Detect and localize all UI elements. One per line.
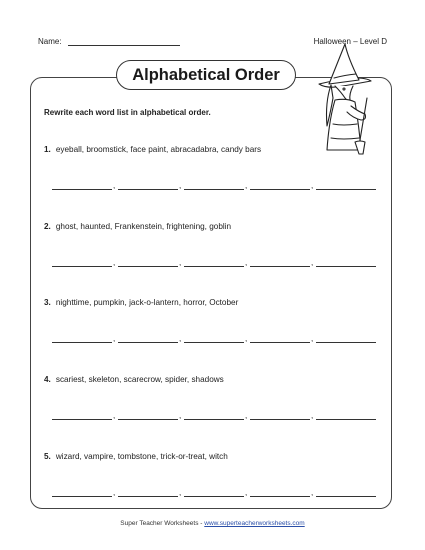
answer-row-2: [52, 256, 380, 268]
comma: ,: [311, 488, 314, 497]
answer-blank[interactable]: [184, 256, 244, 267]
level-label: Halloween – Level D: [313, 37, 387, 46]
answer-blank[interactable]: [118, 179, 178, 190]
comma: ,: [179, 488, 182, 497]
answer-blank[interactable]: [316, 332, 376, 343]
answer-blank[interactable]: [52, 332, 112, 343]
answer-blank[interactable]: [316, 409, 376, 420]
answer-blank[interactable]: [316, 256, 376, 267]
answer-blank[interactable]: [118, 486, 178, 497]
comma: ,: [113, 258, 116, 267]
answer-blank[interactable]: [316, 486, 376, 497]
word-list: scariest, skeleton, scarecrow, spider, shadows: [55, 375, 224, 384]
word-list: ghost, haunted, Frankenstein, frightening, goblin: [55, 222, 232, 231]
name-field: [38, 37, 180, 46]
answer-blank[interactable]: [250, 486, 310, 497]
answer-blank[interactable]: [250, 409, 310, 420]
question-number: 2.: [44, 222, 51, 231]
comma: ,: [245, 488, 248, 497]
comma: ,: [245, 258, 248, 267]
answer-row-4: [52, 409, 380, 421]
answer-blank[interactable]: [250, 256, 310, 267]
page-title: Alphabetical Order: [116, 60, 296, 90]
comma: ,: [179, 334, 182, 343]
question-number: 1.: [44, 145, 51, 154]
comma: ,: [179, 181, 182, 190]
answer-blank[interactable]: [118, 256, 178, 267]
name-label: Name:: [38, 37, 62, 46]
answer-blank[interactable]: [184, 332, 244, 343]
answer-blank[interactable]: [52, 256, 112, 267]
answer-blank[interactable]: [184, 179, 244, 190]
comma: ,: [245, 411, 248, 420]
comma: ,: [311, 181, 314, 190]
comma: ,: [179, 411, 182, 420]
comma: ,: [113, 411, 116, 420]
answer-row-3: [52, 332, 380, 344]
answer-blank[interactable]: [52, 409, 112, 420]
question-4: [44, 375, 224, 384]
question-number: 5.: [44, 452, 51, 461]
footer-site-name: Super Teacher Worksheets: [120, 520, 199, 527]
question-3: [44, 298, 238, 307]
comma: ,: [311, 411, 314, 420]
answer-blank[interactable]: [184, 409, 244, 420]
comma: ,: [113, 181, 116, 190]
answer-row-1: [52, 179, 380, 191]
instructions: Rewrite each word list in alphabetical order.: [44, 108, 211, 117]
answer-blank[interactable]: [52, 179, 112, 190]
witch-icon: [315, 40, 375, 155]
word-list: nighttime, pumpkin, jack-o-lantern, horror, October: [55, 298, 239, 307]
answer-blank[interactable]: [118, 409, 178, 420]
answer-blank[interactable]: [316, 179, 376, 190]
answer-blank[interactable]: [250, 179, 310, 190]
comma: ,: [179, 258, 182, 267]
word-list: eyeball, broomstick, face paint, abracadabra, candy bars: [55, 145, 262, 154]
question-number: 3.: [44, 298, 51, 307]
question-1: [44, 145, 261, 154]
footer: [0, 520, 425, 527]
footer-separator: -: [200, 520, 203, 527]
comma: ,: [113, 488, 116, 497]
answer-row-5: [52, 486, 380, 498]
footer-url[interactable]: www.superteacherworksheets.com: [204, 520, 305, 527]
name-line[interactable]: [68, 37, 180, 46]
answer-blank[interactable]: [184, 486, 244, 497]
comma: ,: [113, 334, 116, 343]
comma: ,: [311, 258, 314, 267]
comma: ,: [245, 181, 248, 190]
answer-blank[interactable]: [52, 486, 112, 497]
question-2: [44, 222, 231, 231]
answer-blank[interactable]: [118, 332, 178, 343]
comma: ,: [311, 334, 314, 343]
question-5: [44, 452, 228, 461]
answer-blank[interactable]: [250, 332, 310, 343]
word-list: wizard, vampire, tombstone, trick-or-treat, witch: [55, 452, 228, 461]
comma: ,: [245, 334, 248, 343]
question-number: 4.: [44, 375, 51, 384]
